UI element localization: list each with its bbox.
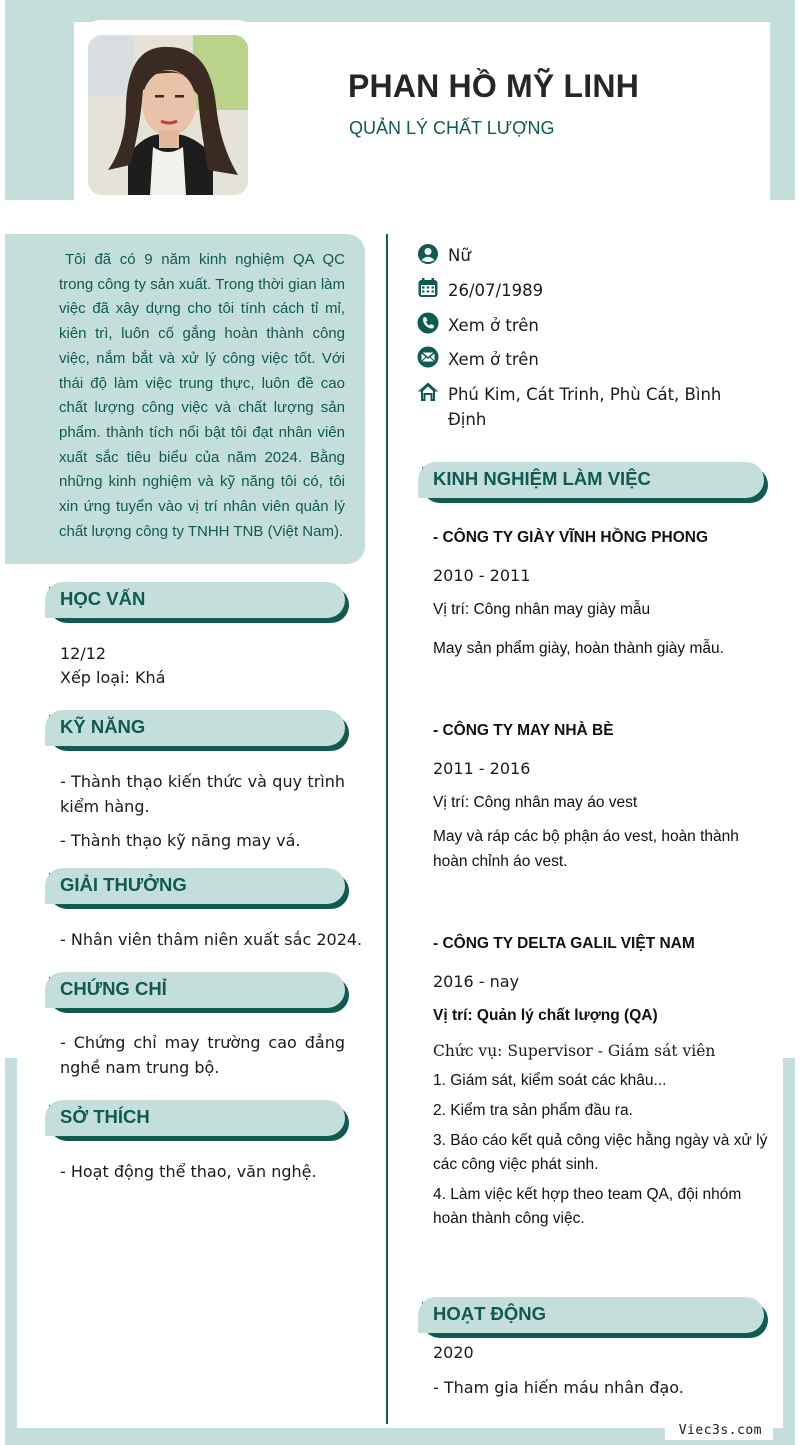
education-title: HỌC VẤN — [45, 582, 345, 618]
birthday-value: 26/07/1989 — [448, 281, 544, 300]
job-3-duty-3-cont: các công việc phát sinh. — [433, 1156, 599, 1173]
experience-header — [418, 462, 764, 498]
job-1-position: Vị trí: Công nhân may giày mẫu — [433, 601, 651, 618]
job-3-period: 2016 - nay — [433, 972, 520, 991]
phone-value: Xem ở trên — [448, 316, 539, 335]
skill-item-1: - Thành thạo kiến thức và quy trình kiểm hàng. — [60, 772, 345, 816]
bottom-left-band — [5, 1058, 17, 1445]
activity-year: 2020 — [433, 1343, 474, 1362]
job-3-company: - CÔNG TY DELTA GALIL VIỆT NAM — [433, 935, 695, 952]
activities-header — [418, 1297, 764, 1333]
gender-value: Nữ — [448, 246, 471, 265]
column-divider — [386, 234, 388, 1424]
portrait-illustration — [88, 35, 248, 195]
email-icon — [417, 346, 439, 368]
job-3-duty-4-cont: hoàn thành công việc. — [433, 1210, 585, 1227]
hobbies-header — [45, 1100, 345, 1136]
user-icon — [417, 243, 439, 265]
profile-photo — [88, 35, 248, 195]
certificates-title: CHỨNG CHỈ — [45, 972, 345, 1008]
address-line-1: Phú Kim, Cát Trinh, Phù Cát, Bình — [448, 385, 722, 404]
job-1-period: 2010 - 2011 — [433, 566, 531, 585]
skill-item-2: - Thành thạo kỹ năng may vá. — [60, 831, 301, 850]
hobbies-title: SỞ THÍCH — [45, 1100, 345, 1136]
certificates-header — [45, 972, 345, 1008]
job-3-duty-4: 4. Làm việc kết hợp theo team QA, đội nhóm — [433, 1186, 742, 1203]
education-level: 12/12 — [60, 644, 107, 663]
candidate-name: PHAN HỒ MỸ LINH — [348, 68, 639, 104]
skills-title: KỸ NĂNG — [45, 710, 345, 746]
job-2-company: - CÔNG TY MAY NHÀ BÈ — [433, 722, 614, 739]
job-3-duty-2: 2. Kiểm tra sản phẩm đầu ra. — [433, 1102, 633, 1119]
email-value: Xem ở trên — [448, 350, 539, 369]
skills-header — [45, 710, 345, 746]
job-3-role: Chức vụ: Supervisor - Giám sát viên — [433, 1042, 716, 1060]
job-2-description-2: hoàn chỉnh áo vest. — [433, 853, 568, 870]
certificate-item-1: - Chứng chỉ may trường cao đẳng nghề nam trung bộ. — [60, 1033, 345, 1077]
address-line-2: Định — [448, 410, 487, 429]
job-3-duty-1: 1. Giám sát, kiểm soát các khâu... — [433, 1072, 667, 1089]
job-2-position: Vị trí: Công nhân may áo vest — [433, 794, 638, 811]
job-1-description: May sản phẩm giày, hoàn thành giày mẫu. — [433, 640, 724, 657]
awards-title: GIẢI THƯỞNG — [45, 868, 345, 904]
activity-item: - Tham gia hiến máu nhân đạo. — [433, 1378, 684, 1397]
bottom-right-band — [783, 1058, 795, 1445]
job-3-position: Vị trí: Quản lý chất lượng (QA) — [433, 1007, 658, 1024]
summary-text: Tôi đã có 9 năm kinh nghiệm QA QC trong công ty sản xuất. Trong thời gian làm việc đã xây dựng cho tôi tính cách tỉ mỉ, kiên trì, luôn cố gắng hoàn thành công việc, nắm bắt và xử lý công việc tốt. Với thái độ làm việc trung thực, luôn đề cao chất lượng công việc và chất lượng sản phẩm. thành tích nổi bật tôi đạt nhân viên xuất sắc tiêu biểu của năm 2024. Bằng những kinh nghiệm và kỹ năng tôi có, tôi xin ứng tuyển vào vị trí nhân viên quản lý chất lượng công ty TNHH TNB (Việt Nam). — [59, 251, 345, 540]
phone-icon — [417, 312, 439, 334]
calendar-icon — [417, 277, 439, 299]
header-card — [245, 22, 770, 200]
job-2-period: 2011 - 2016 — [433, 759, 531, 778]
education-header — [45, 582, 345, 618]
experience-title: KINH NGHIỆM LÀM VIỆC — [418, 462, 764, 498]
summary-box — [5, 234, 365, 564]
home-icon — [417, 381, 439, 403]
job-1-company: - CÔNG TY GIÀY VĨNH HỒNG PHONG — [433, 529, 709, 546]
hobby-item-1: - Hoạt động thể thao, văn nghệ. — [60, 1162, 317, 1181]
job-2-description-1: May và ráp các bộ phận áo vest, hoàn thành — [433, 828, 739, 845]
education-grade: Xếp loại: Khá — [60, 668, 166, 687]
awards-header — [45, 868, 345, 904]
activities-title: HOẠT ĐỘNG — [418, 1297, 764, 1333]
award-item-1: - Nhân viên thâm niên xuất sắc 2024. — [60, 930, 363, 949]
job-title: QUẢN LÝ CHẤT LƯỢNG — [349, 118, 555, 138]
watermark: Viec3s.com — [678, 1423, 762, 1438]
job-3-duty-3: 3. Báo cáo kết quả công việc hằng ngày và xử lý — [433, 1132, 768, 1149]
